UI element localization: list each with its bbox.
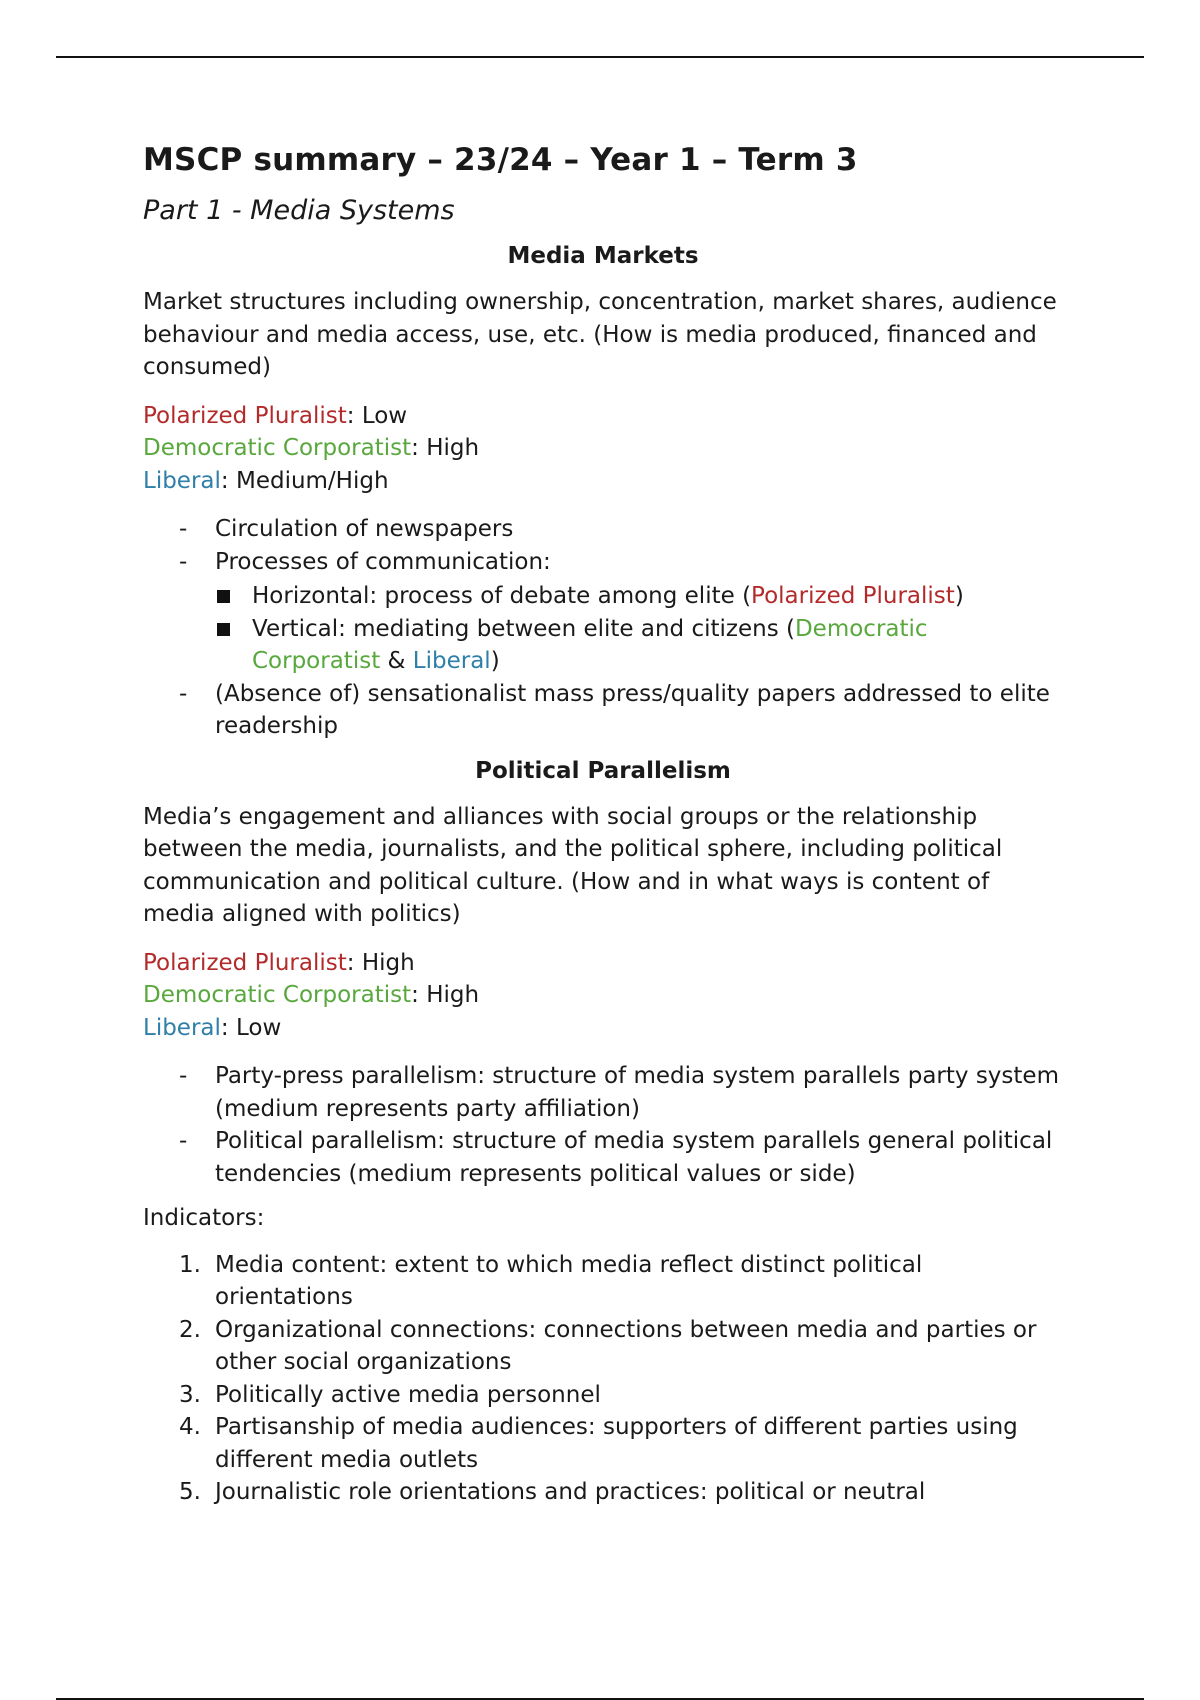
label-polarized-pluralist: Polarized Pluralist <box>143 949 347 976</box>
rating-row-liberal <box>143 1012 1063 1045</box>
political-parallelism-heading: Political Parallelism <box>475 757 731 784</box>
sub-item-text: Horizontal: process of debate among elite ( <box>252 583 752 609</box>
label-liberal: Liberal <box>143 1014 221 1041</box>
list-item: - Circulation of newspapers <box>215 513 1063 546</box>
rating-value: Medium/High <box>235 467 389 494</box>
rating-separator: : <box>411 435 427 461</box>
political-parallelism-description: Media’s engagement and alliances with social groups or the relationship between the media, journalists, and the political sphere, including political communication and political culture. (How and in what ways is content of media aligned with politics) <box>143 803 1003 927</box>
document-title: MSCP summary – 23/24 – Year 1 – Term 3 <box>143 142 858 178</box>
label-polarized-pluralist: Polarized Pluralist <box>143 402 347 429</box>
indicators-label: Indicators: <box>143 1205 265 1231</box>
political-parallelism-ratings <box>143 947 1063 1045</box>
label-democratic-corporatist: Democratic Corporatist <box>143 435 412 461</box>
rating-row-polarized-pluralist <box>143 400 1063 433</box>
list-item: - Party-press parallelism: structure of media system parallels party system (medium represents party affiliation) <box>215 1060 1063 1125</box>
list-item-text: Processes of communication: <box>215 548 551 575</box>
rating-value: High <box>426 982 480 1008</box>
indicators-list <box>143 1249 1063 1509</box>
rating-row-liberal <box>143 465 1063 498</box>
rating-separator: : <box>346 949 362 976</box>
rating-row-democratic-corporatist <box>143 979 1063 1012</box>
list-item: - (Absence of) sensationalist mass press/quality papers addressed to elite readership <box>215 678 1063 743</box>
part-subtitle: Part 1 - Media Systems <box>143 195 455 226</box>
label-liberal: Liberal <box>143 467 221 494</box>
indicator-item: Politically active media personnel <box>215 1381 601 1408</box>
sub-list-item-vertical <box>252 613 1063 678</box>
sub-list-item-horizontal <box>252 580 1063 613</box>
rating-row-polarized-pluralist <box>143 947 1063 980</box>
sub-item-text: ) <box>954 583 964 609</box>
indicator-item: Organizational connections: connections between media and parties or other social organizations <box>215 1316 1037 1375</box>
rating-separator: : <box>220 467 236 494</box>
indicator-item: Partisanship of media audiences: supporters of different parties using different media outlets <box>215 1414 1018 1473</box>
label-democratic-corporatist: Democratic Corporatist <box>252 615 928 674</box>
rating-separator: : <box>346 402 362 429</box>
rating-value: Low <box>361 402 408 429</box>
rating-value: Low <box>235 1014 282 1041</box>
sub-item-text: ) <box>490 648 500 674</box>
media-markets-heading: Media Markets <box>507 243 699 269</box>
document-page <box>143 138 1063 1509</box>
media-markets-description: Market structures including ownership, concentration, market shares, audience behaviour and media access, use, etc. (How is media produced, financed and consumed) <box>143 289 1057 380</box>
media-markets-ratings <box>143 400 1063 498</box>
label-democratic-corporatist: Democratic Corporatist <box>143 982 412 1008</box>
sub-item-text: & <box>380 648 413 674</box>
rating-separator: : <box>411 982 427 1008</box>
communication-sub-list <box>215 580 1063 678</box>
list-item: - Political parallelism: structure of media system parallels general political tendencies (medium represents political values or side) <box>215 1125 1063 1190</box>
rating-separator: : <box>220 1014 236 1041</box>
top-rule <box>56 56 1144 58</box>
rating-value: High <box>426 435 480 461</box>
rating-value: High <box>361 949 415 976</box>
list-item <box>215 546 1063 678</box>
political-parallelism-bullet-list <box>143 1060 1063 1190</box>
sub-item-text: Vertical: mediating between elite and citizens ( <box>252 615 795 642</box>
label-liberal: Liberal <box>412 648 491 674</box>
indicator-item: Journalistic role orientations and practices: political or neutral <box>215 1479 926 1505</box>
label-polarized-pluralist: Polarized Pluralist <box>751 583 955 609</box>
rating-row-democratic-corporatist <box>143 432 1063 465</box>
media-markets-bullet-list <box>143 513 1063 743</box>
indicator-item: Media content: extent to which media reflect distinct political orientations <box>215 1251 923 1310</box>
